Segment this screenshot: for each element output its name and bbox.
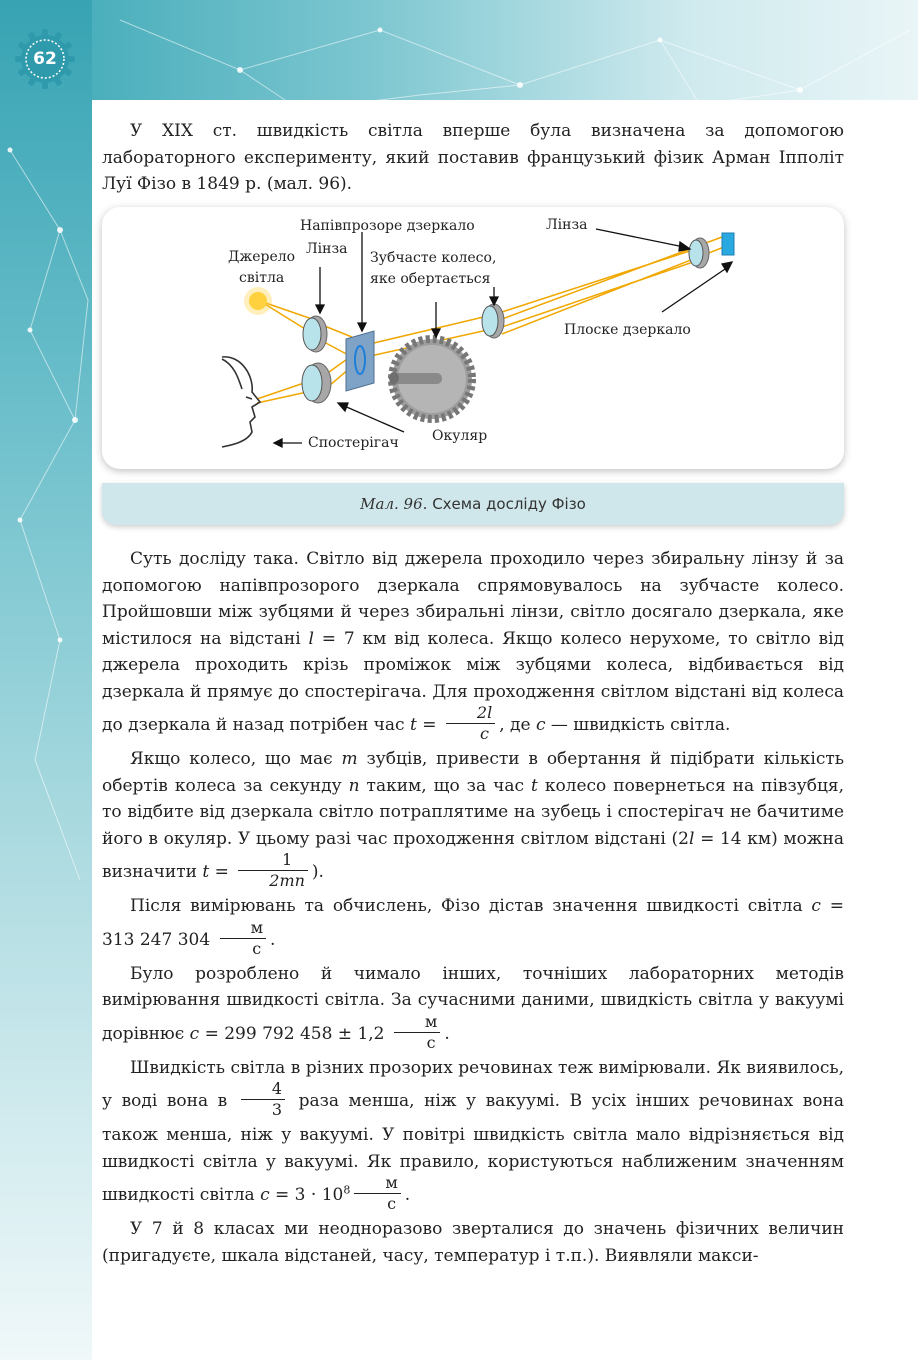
label-lens-left: Лінза (306, 241, 348, 257)
fraction-1-over-2mn: $\frac{1}{2mn}$ (238, 850, 308, 891)
label-eyepiece: Окуляр (432, 428, 488, 444)
caption-label: Мал. 96. (360, 495, 428, 513)
paragraph-2: Якщо колесо, що має m зубців, привести в обертання й підібрати кількість обертів колеса за секунду n таким, що за час t колесо повернеться на півзубця, то відбите від дзеркала світло потраплятиме на зубець і спостерігач не бачитиме його в окуляр. У цьому разі час проходження світлом відстані (2l = 14 км) можна визначити t = $\frac{1}{2mn}$ ). (102, 749, 845, 890)
label-source-2: світла (239, 270, 285, 286)
intro-text-block (102, 118, 844, 198)
page-number: 62 (33, 49, 57, 69)
fraction-m-over-s-3: $\frac{м}{с}$ (354, 1173, 400, 1214)
paragraph-6: У 7 й 8 класах ми неодноразово зверталися до значень фізичних величин (пригадуєте, шкала відстаней, часу, температур і т.п.). Виявляли макси- (102, 1219, 844, 1266)
label-lens-right: Лінза (546, 217, 588, 233)
paragraph-5: Швидкість світла в різних прозорих речовинах теж вимірювали. Як виявилось, у воді вона в $\frac{4}{3}$ раза менша, ніж у вакуумі. В усіх інших речовинах вона також менша, ніж у вакуумі. У повітрі швидкість світла мало відрізняється від швидкості світла у вакуумі. Як правило, користуються наближеним значенням швидкості світла $c = 3 \cdot 10^8$ $\frac{м}{с}$ . (102, 1057, 844, 1213)
semi-mirror-icon (346, 331, 374, 391)
caption-text: Схема досліду Фізо (432, 495, 586, 513)
fraction-m-over-s-1: $\frac{м}{с}$ (220, 918, 266, 959)
figure-caption (102, 483, 844, 525)
fraction-m-over-s-2: $\frac{м}{с}$ (394, 1012, 440, 1053)
lens-middle-icon (482, 304, 504, 338)
toothed-wheel-icon (389, 339, 472, 419)
label-source-1: Джерело (228, 249, 296, 265)
lens-top-left-icon (303, 316, 327, 352)
fraction-2l-over-c: $\frac{2l}{c}$ (446, 703, 495, 744)
label-flat-mirror: Плоске дзеркало (564, 322, 691, 338)
paragraph-3: Після вимірювань та обчислень, Фізо дістав значення швидкості світла c = 313 247 304 $\frac{м}{с}$ . (102, 896, 844, 958)
paragraph-4: Було розроблено й чимало інших, точніших лабораторних методів вимірювання швидкості світла. За сучасними даними, швидкість світла у вакуумі дорівнює c = 299 792 458 ± 1,2 $\frac{м}{с}$ . (102, 963, 844, 1052)
flat-mirror-icon (722, 233, 734, 255)
label-wheel-2: яке обертається (370, 271, 491, 287)
intro-paragraph: У XIX ст. швидкість світла вперше була визначена за допомогою лабораторного експерименту, який поставив французький фізик Арман Іпполіт Луї Фізо в 1849 р. (мал. 96). (102, 121, 844, 194)
label-semi-mirror: Напівпрозоре дзеркало (300, 218, 475, 234)
paragraph-1: Суть досліду така. Світло від джерела проходило через збиральну лінзу й за допомогою напівпрозорого дзеркала спрямовувалось на зубчасте колесо. Пройшовши між зубцями й через збиральні лінзи, світло досягало дзеркала, яке містилося на відстані l = 7 км від колеса. Якщо колесо нерухоме, то світло від джерела проходить крізь проміжок між зубцями колеса, відбивається від дзеркала й прямує до спостерігача. Для проходження світлом відстані від колеса до дзеркала й назад потрібен час t = $\frac{2l}{c}$ , де c — швидкість світла. (102, 549, 845, 743)
eyepiece-lens-icon (302, 363, 331, 403)
observer-head-icon (222, 357, 260, 447)
fizeau-diagram (102, 207, 844, 469)
label-wheel-1: Зубчасте колесо, (370, 250, 497, 266)
label-arrows (274, 229, 732, 447)
fraction-4-over-3: $\frac{4}{3}$ (241, 1079, 285, 1120)
label-observer: Спостерігач (308, 435, 399, 451)
lens-top-right-icon (689, 238, 709, 268)
body-text-block (102, 546, 844, 1269)
